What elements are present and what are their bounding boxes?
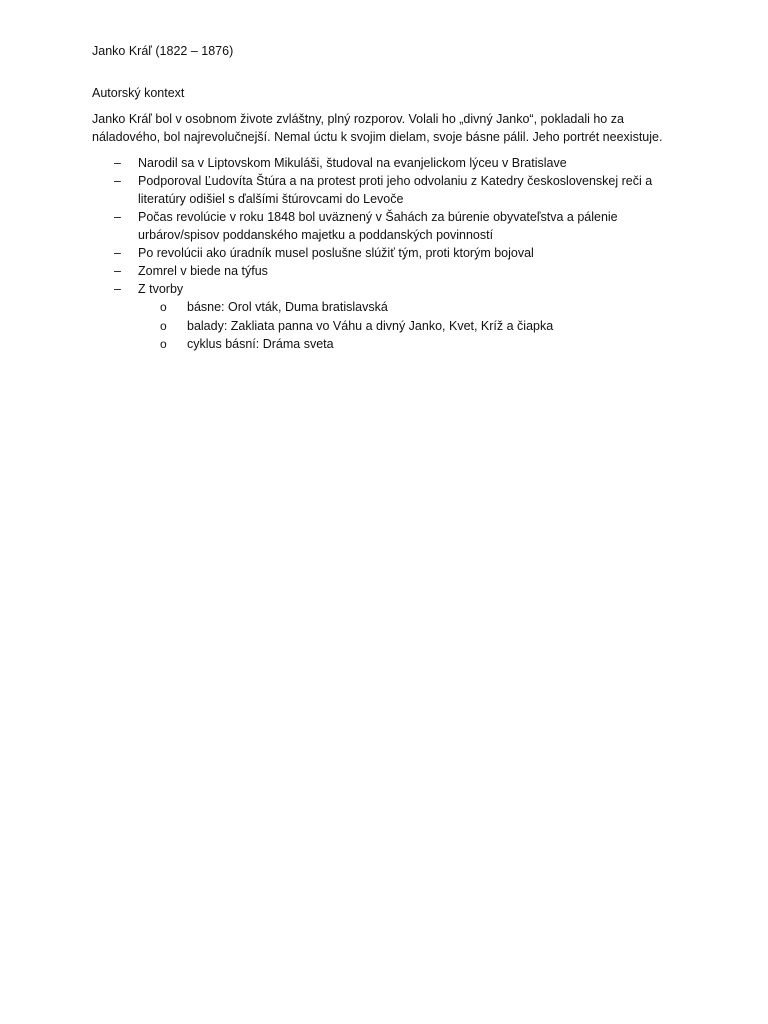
sub-list-item — [138, 317, 672, 336]
circle-bullet: o — [160, 337, 167, 351]
list-item-text: Narodil sa v Liptovskom Mikuláši, študoval na evanjelickom lýceu v Bratislave — [138, 156, 567, 170]
sub-list-item-text: balady: Zakliata panna vo Váhu a divný Janko, Kvet, Kríž a čiapka — [187, 318, 554, 333]
sub-list-item-text: básne: Orol vták, Duma bratislavská — [187, 300, 388, 314]
document-title: Janko Kráľ (1822 – 1876) — [92, 44, 234, 58]
sub-list-item — [138, 335, 672, 354]
intro-paragraph: Janko Kráľ bol v osobnom živote zvláštny, plný rozporov. Volali ho „divný Janko“, pokladali ho za náladového, bol najrevolučnejší. Nemal úctu k svojim dielam, svoje básne pálil. Jeho portrét neexistuje. — [92, 112, 663, 144]
dash-bullet: – — [114, 156, 121, 170]
list-item — [92, 244, 672, 262]
sub-list-item-text: cyklus básní: Dráma sveta — [187, 337, 334, 351]
list-item-text: Po revolúcii ako úradník musel poslušne slúžiť tým, proti ktorým bojoval — [138, 246, 534, 260]
list-item — [92, 208, 672, 244]
list-item — [92, 172, 672, 208]
list-item — [92, 280, 672, 354]
list-item — [92, 262, 672, 280]
sub-bullet-list — [138, 298, 672, 354]
document-body — [92, 42, 672, 354]
dash-bullet: – — [114, 264, 121, 278]
list-item-text: Zomrel v biede na týfus — [138, 264, 268, 278]
dash-bullet: – — [114, 282, 121, 296]
list-item-text: Počas revolúcie v roku 1848 bol uväznený v Šahách za búrenie obyvateľstva a pálenie urbárov/spisov poddanského majetku a poddanských povinností — [138, 210, 618, 242]
sub-list-item — [138, 298, 672, 317]
list-item-text: Podporoval Ľudovíta Štúra a na protest proti jeho odvolaniu z Katedry československej reči a literatúry odišiel s ďalšími štúrovcami do Levoče — [138, 174, 653, 206]
section-heading: Autorský kontext — [92, 86, 185, 100]
circle-bullet: o — [160, 300, 167, 314]
dash-bullet: – — [114, 246, 121, 260]
circle-bullet: o — [160, 318, 167, 333]
list-item — [92, 154, 672, 172]
dash-bullet: – — [114, 174, 121, 188]
dash-bullet: – — [114, 210, 121, 224]
bullet-list — [92, 154, 672, 354]
list-item-text: Z tvorby — [138, 282, 184, 296]
